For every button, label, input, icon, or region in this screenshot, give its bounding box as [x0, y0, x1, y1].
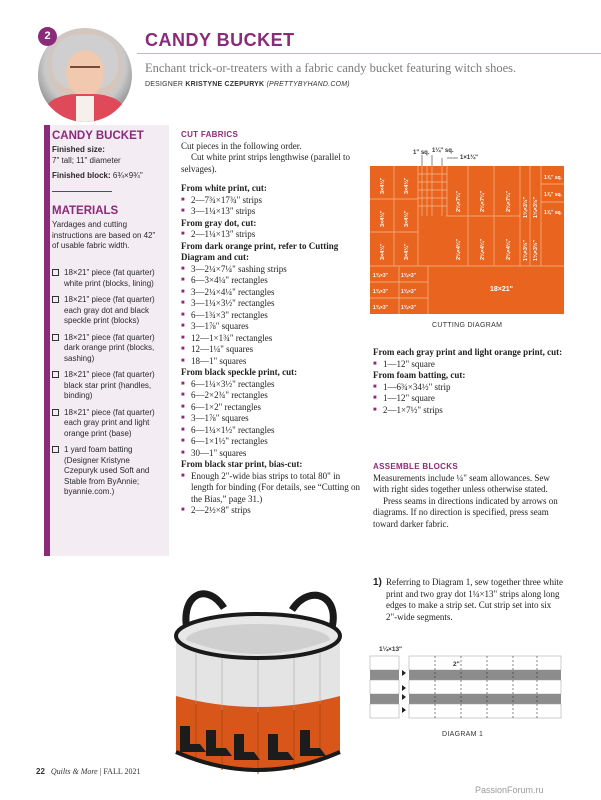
list-item: ■ 6—1×1½" rectangles [181, 436, 363, 448]
piece-label: 1¾×3" [373, 273, 389, 279]
black-star-list [181, 471, 363, 517]
list-item: ■ 2—2½×8" strips [181, 505, 363, 517]
materials-list [52, 268, 164, 504]
list-item: 18×21" piece (fat quarter) dark orange print (blocks, sashing) [52, 333, 164, 365]
piece-label: 2¼×7¼" [506, 190, 512, 212]
piece-label: 2¼×4¼" [506, 238, 512, 260]
list-item: 18×21" piece (fat quarter) each gray dot and black speckle print (blocks) [52, 295, 164, 327]
piece-label: 2¼×7¼" [456, 190, 462, 212]
white-print-heading: From white print, cut: [181, 183, 267, 193]
list-item: ■ 3—1¼×13" strips [181, 206, 363, 218]
assemble-paragraph-2: Press seams in directions indicated by arrows on diagrams. If no direction is specified, press seam toward darker fabric. [373, 495, 558, 529]
issue-date: FALL 2021 [103, 767, 141, 776]
sidebar-title: CANDY BUCKET [52, 130, 144, 142]
list-item: 18×21" piece (fat quarter) each gray print and light orange print (base) [52, 408, 164, 440]
checkbox-icon [52, 334, 59, 341]
list-item: ■ 1—6¾×34½" strip [373, 382, 563, 394]
list-item: 18×21" piece (fat quarter) white print (blocks, lining) [52, 268, 164, 289]
assemble-section [373, 461, 563, 530]
piece-label: 3×4¼" [380, 210, 386, 227]
list-item: ■ 6—1¼×3½" rectangles [181, 379, 363, 391]
checkbox-icon [52, 269, 59, 276]
piece-label: 1¾×3" [373, 289, 389, 295]
gray-print-list [373, 359, 563, 371]
dim-label-1in: 1" sq. [413, 150, 430, 156]
list-item: ■ 18—1" squares [181, 356, 363, 368]
candy-bucket-photo [166, 576, 350, 786]
page-footer: 22 Quilts & More | FALL 2021 [36, 767, 141, 776]
diagram-1-label: DIAGRAM 1 [442, 731, 484, 738]
assemble-paragraph-1: Measurements include ¼" seam allowances. Sew with right sides together unless otherwise stated. [373, 472, 550, 494]
assemble-title: ASSEMBLE BLOCKS [373, 462, 458, 471]
list-item: ■ 6—2×2¾" rectangles [181, 390, 363, 402]
piece-label: 3×4¼" [380, 177, 386, 194]
cut-fabrics-section [181, 129, 363, 517]
materials-title: MATERIALS [52, 205, 119, 217]
gray-dot-heading: From gray dot, cut: [181, 217, 257, 228]
checkbox-icon [52, 296, 59, 303]
list-item: ■ 2—1¼×13" strips [181, 229, 363, 241]
finished-size: Finished size: 7" tall; 11" diameter [52, 145, 121, 165]
list-item: ■ 2—1×7½" strips [373, 405, 563, 417]
strip-set [409, 656, 561, 718]
segment-width-label: 1¼×13" [379, 646, 403, 653]
list-item: ■ 6—1¾×3" rectangles [181, 310, 363, 322]
step-badge: 2 [38, 27, 57, 46]
piece-label: 2¼×7¼" [480, 190, 486, 212]
list-item: ■ 12—1¼" squares [181, 344, 363, 356]
piece-label: 3×4¼" [404, 243, 410, 260]
segment-piece [370, 656, 399, 718]
page-number: 22 [36, 767, 45, 776]
list-item: ■ Enough 2"-wide bias strips to total 80" in length for binding (For details, see “Cutting on the Bias,” page 31.) [181, 471, 363, 506]
materials-intro: Yardages and cutting instructions are based on 42" of usable fabric width. [52, 220, 156, 250]
list-item: 18×21" piece (fat quarter) black star print (handles, binding) [52, 370, 164, 402]
list-item: ■ 3—2¼×4¼" rectangles [181, 287, 363, 299]
piece-label: 1¼×3½" [523, 239, 529, 261]
checkbox-icon [52, 446, 59, 453]
piece-label: 1¾×3" [373, 305, 389, 311]
piece-label: 1⅞" sq. [544, 192, 562, 198]
step-1-number: 1) [373, 577, 382, 588]
press-arrows [402, 670, 406, 713]
list-item: ■ 3—1¼×3½" rectangles [181, 298, 363, 310]
cut-intro-1: Cut pieces in the following order. [181, 140, 302, 151]
cutting-diagram [370, 146, 564, 314]
list-item: ■ 30—1" squares [181, 448, 363, 460]
list-item: ■ 6—1×2" rectangles [181, 402, 363, 414]
list-item: ■ 6—1¼×1½" rectangles [181, 425, 363, 437]
diagram-1 [369, 644, 565, 726]
dim-label-114in: 1¼" sq. [432, 148, 454, 154]
orange-print-heading: From dark orange print, refer to Cutting Diagram and cut: [181, 240, 339, 262]
sidebar-divider [52, 191, 112, 192]
piece-label: 1¼×3½" [523, 196, 529, 218]
orange-print-list [181, 264, 363, 368]
list-item: ■ 12—1×1¾" rectangles [181, 333, 363, 345]
sidebar-accent-stripe [44, 125, 50, 556]
step-1-text: Referring to Diagram 1, sew together three white print and two gray dot 1¼×13" strips along long edges to make a strip set. Cut strip set into six 2"-wide segments. [386, 577, 563, 622]
list-item: ■ 6—3×4¼" rectangles [181, 275, 363, 287]
dim-label-1x134: 1×1¾" [460, 155, 479, 161]
list-item: ■ 1—12" square [373, 359, 563, 371]
list-item: ■ 2—7¾×17¾" strips [181, 195, 363, 207]
gray-dot-list [181, 229, 363, 241]
piece-label: 3×4¼" [404, 177, 410, 194]
cutting-diagram-label: CUTTING DIAGRAM [432, 322, 503, 329]
checkbox-icon [52, 371, 59, 378]
cut-fabrics-title: CUT FABRICS [181, 130, 239, 139]
checkbox-icon [52, 409, 59, 416]
step-1 [373, 577, 563, 623]
piece-label: 1¾×3" [401, 305, 417, 311]
piece-label: 1⅞" sq. [544, 175, 562, 181]
list-item: ■ 3—1⅞" squares [181, 321, 363, 333]
piece-label: 1¾×3" [401, 289, 417, 295]
piece-label: 1⅞" sq. [544, 210, 562, 216]
foam-heading: From foam batting, cut: [373, 370, 466, 380]
board-size-label: 18×21" [490, 286, 513, 293]
piece-label: 2¼×4¼" [456, 238, 462, 260]
piece-label: 1¾×3" [401, 273, 417, 279]
white-print-list [181, 195, 363, 218]
watermark: PassionForum.ru [475, 785, 544, 795]
list-item: ■ 1—12" square [373, 393, 563, 405]
list-item: 1 yard foam batting (Designer Kristyne Czepuryk used Soft and Stable from ByAnnie; byannie.com.) [52, 445, 164, 498]
piece-label: 1¼×3½" [533, 196, 539, 218]
black-star-heading: From black star print, bias-cut: [181, 459, 303, 469]
magazine-name: Quilts & More [50, 767, 98, 776]
black-speckle-heading: From black speckle print, cut: [181, 367, 298, 377]
piece-label: 3×4¼" [380, 243, 386, 260]
foam-list [373, 382, 563, 417]
strip-length-label: 2" [453, 661, 460, 668]
piece-label: 1¼×3½" [533, 239, 539, 261]
finished-block: Finished block: 6¾×9¾" [52, 171, 143, 180]
black-speckle-list [181, 379, 363, 460]
title-divider [137, 53, 601, 54]
list-item: ■ 3—2¼×7¼" sashing strips [181, 264, 363, 276]
cut-intro-2: Cut white print strips lengthwise (parallel to selvages). [181, 152, 350, 174]
list-item: ■ 3—1⅞" squares [181, 413, 363, 425]
designer-credit: DESIGNER KRISTYNE CZEPURYK (PRETTYBYHAND.COM) [145, 81, 350, 88]
page-subtitle: Enchant trick-or-treaters with a fabric candy bucket featuring witch shoes. [145, 61, 517, 75]
page-title: CANDY BUCKET [145, 30, 295, 50]
piece-label: 2¼×4¼" [480, 238, 486, 260]
piece-label: 3×4¼" [404, 210, 410, 227]
gray-print-heading: From each gray print and light orange print, cut: [373, 347, 563, 357]
cut-continued-section [373, 347, 563, 416]
